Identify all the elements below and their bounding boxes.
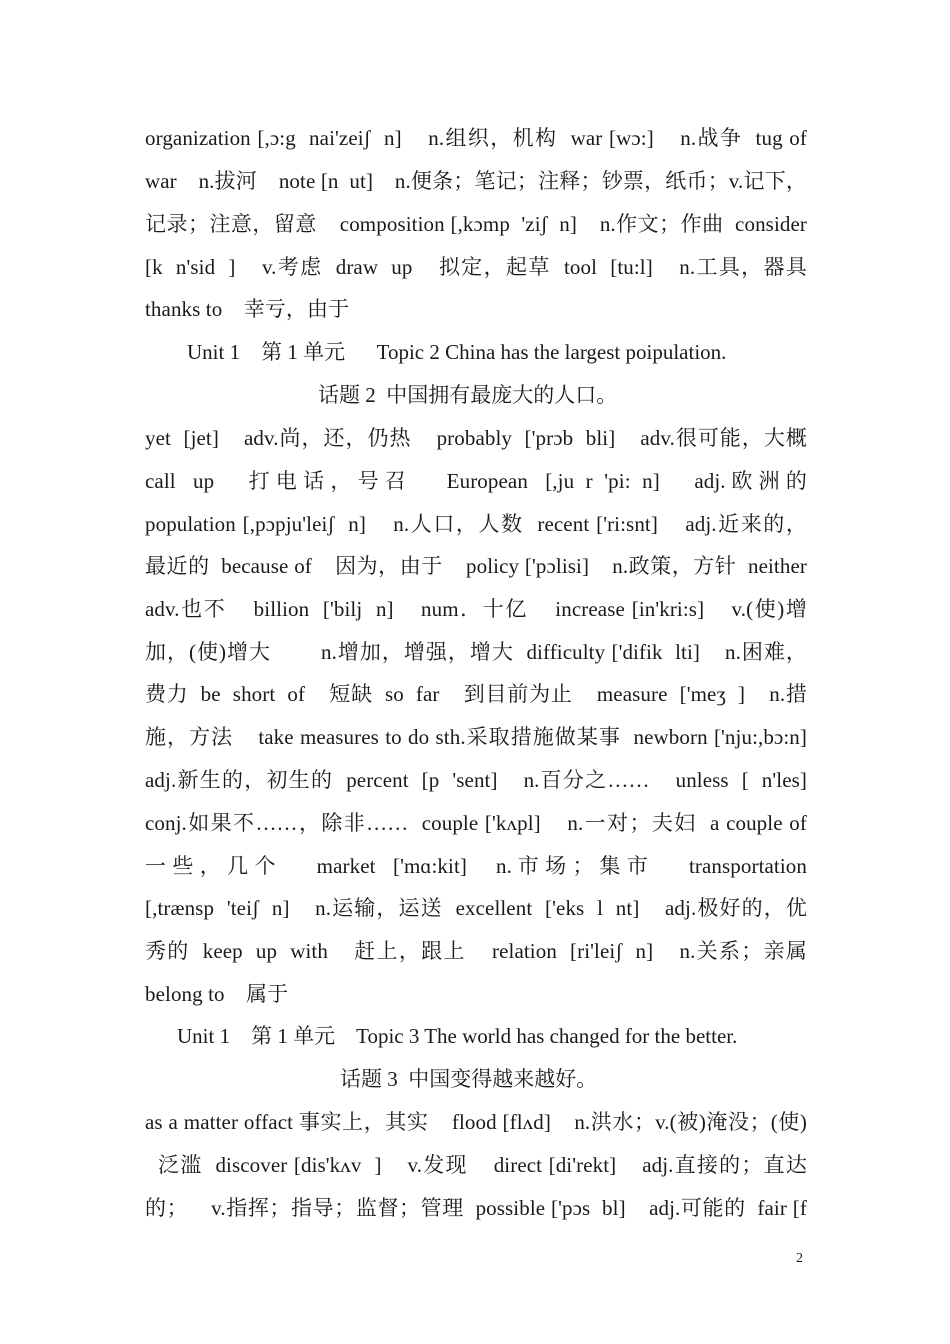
vocab-line: call up 打 电 话 ， 号 召 European [,ju r 'pi: n] adj. 欧 洲 的 bbox=[145, 469, 807, 493]
vocab-line: 一 些 ， 几 个 market ['mɑ:kit] n. 市 场 ； 集 市 transportation bbox=[145, 854, 807, 878]
vocab-line: thanks to 幸亏，由于 bbox=[145, 297, 350, 321]
vocab-line: adj.新生的，初生的 percent [p 'sent] n.百分之…… unless [ n'les] bbox=[145, 768, 807, 792]
vocab-line: [k n'sid ] v.考虑 draw up 拟定，起草 tool [tu:l] n.工具，器具 bbox=[145, 255, 807, 279]
vocab-line: organization [,ɔ:g nai'zeiʃ n] n.组织，机构 war [wɔ:] n.战争 tug of bbox=[145, 126, 807, 150]
vocab-line: 加，(使)增大 n.增加，增强，增大 difficulty ['difik lti] n.困难， bbox=[145, 640, 807, 664]
vocab-line: 费力 be short of 短缺 so far 到目前为止 measure ['meʒ ] n.措 bbox=[145, 682, 807, 706]
vocab-line: conj.如果不……，除非…… couple ['kʌpl] n.一对；夫妇 a couple of bbox=[145, 811, 807, 835]
page-number: 2 bbox=[796, 1251, 803, 1266]
vocab-line: 泛滥 discover [dis'kʌv ] v.发现 direct [di'rekt] adj.直接的；直达 bbox=[145, 1153, 807, 1177]
vocab-line: 最近的 because of 因为，由于 policy ['pɔlisi] n.政策，方针 neither bbox=[145, 554, 807, 578]
topic-heading-chinese: 话题 3 中国变得越来越好。 bbox=[340, 1067, 598, 1091]
topic-heading: Unit 1 第 1 单元 Topic 3 The world has changed for the better. bbox=[177, 1024, 738, 1048]
topic-heading-chinese: 话题 2 中国拥有最庞大的人口。 bbox=[318, 383, 618, 407]
vocab-line: belong to 属于 bbox=[145, 982, 289, 1006]
topic-heading: Unit 1 第 1 单元 Topic 2 China has the largest poipulation. bbox=[187, 340, 727, 364]
vocab-line: war n.拔河 note [n ut] n.便条；笔记；注释；钞票，纸币；v.记下， bbox=[145, 169, 807, 193]
vocab-line: 的； v.指挥；指导；监督；管理 possible ['pɔs bl] adj.可能的 fair [f bbox=[145, 1196, 807, 1220]
vocab-line: population [,pɔpju'leiʃ n] n.人口，人数 recent ['ri:snt] adj.近来的， bbox=[145, 512, 807, 536]
vocab-line: 记录；注意，留意 composition [,kɔmp 'ziʃ n] n.作文；作曲 consider bbox=[145, 212, 807, 236]
vocab-line: as a matter offact 事实上，其实 flood [flʌd] n.洪水；v.(被)淹没；(使) bbox=[145, 1110, 807, 1134]
vocab-line: yet [jet] adv.尚，还，仍热 probably ['prɔb bli] adv.很可能，大概 bbox=[145, 426, 807, 450]
vocab-line: 秀的 keep up with 赶上，跟上 relation [ri'leiʃ n] n.关系；亲属 bbox=[145, 939, 807, 963]
vocab-line: adv.也不 billion ['bilj n] num．十亿 increase [in'kri:s] v.(使)增 bbox=[145, 597, 807, 621]
vocab-line: [,trænsp 'teiʃ n] n.运输，运送 excellent ['eks l nt] adj.极好的，优 bbox=[145, 896, 807, 920]
vocab-line: 施，方法 take measures to do sth.采取措施做某事 newborn ['nju:,bɔ:n] bbox=[145, 725, 807, 749]
